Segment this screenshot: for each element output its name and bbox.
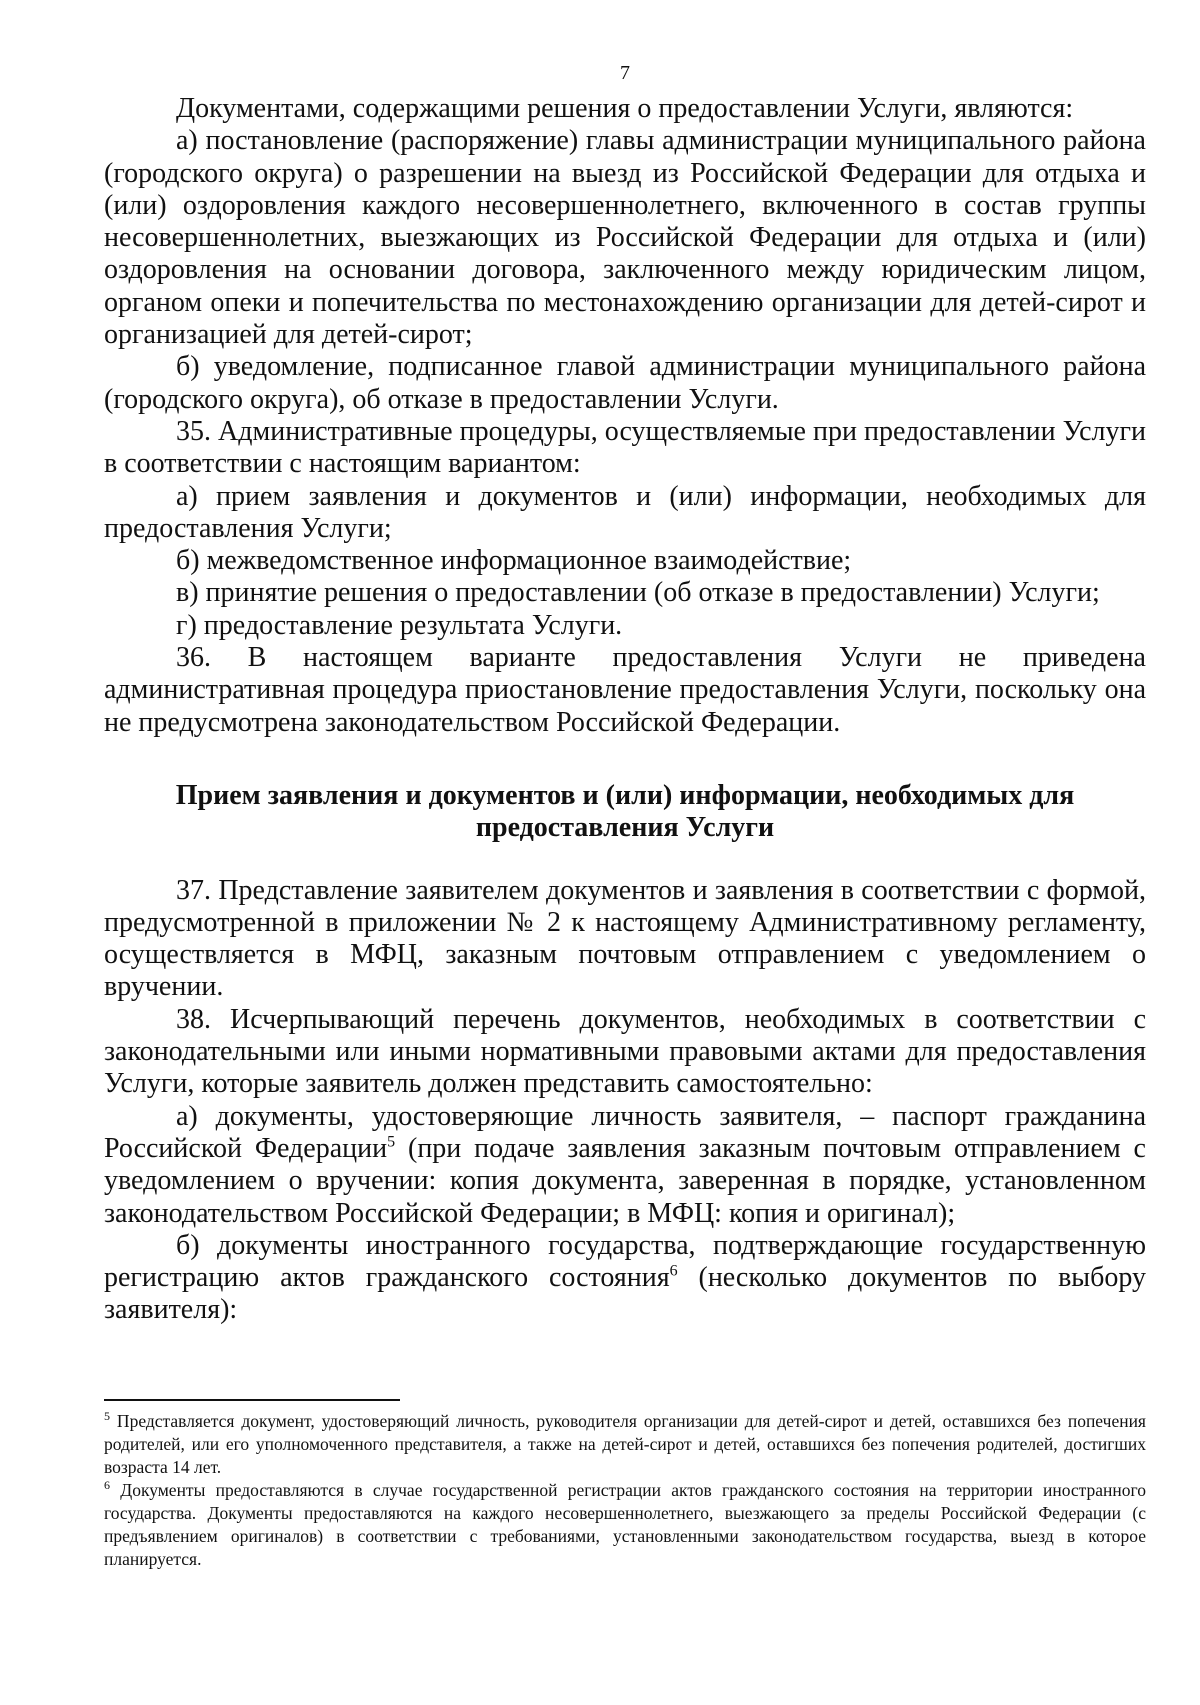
footnote-ref-6[interactable]: 6 bbox=[669, 1262, 678, 1280]
footnote-6 bbox=[104, 1479, 1146, 1571]
page-number: 7 bbox=[620, 62, 630, 84]
paragraph: 36. В настоящем варианте предоставления Услуги не приведена административная процедура приостановление предоставления Услуги, поскольку она не предусмотрена законодательством Российской Федерации. bbox=[104, 642, 1146, 738]
paragraph: а) постановление (распоряжение) главы администрации муниципального района (городского округа) о разрешении на выезд из Российской Федерации для отдыха и (или) оздоровления каждого несовершеннолетнего, включенного в состав группы несовершеннолетних, выезжающих из Российской Федерации для отдыха и (или) оздоровления на основании договора, заключенного между юридическим лицом, органом опеки и попечительства по местонахождению организации для детей-сирот и организацией для детей-сирот; bbox=[104, 125, 1146, 351]
paragraph: Документами, содержащими решения о предоставлении Услуги, являются: bbox=[176, 93, 1074, 124]
paragraph-38: 38. Исчерпывающий перечень документов, необходимых в соответствии с законодательными или иными нормативными правовыми актами для предоставления Услуги, которые заявитель должен представить самостоятельно: bbox=[104, 1003, 1146, 1100]
footnote-5 bbox=[104, 1410, 1146, 1479]
footnote-mark: 6 bbox=[104, 1478, 110, 1493]
paragraph: б) уведомление, подписанное главой администрации муниципального района (городского округа), об отказе в предоставлении Услуги. bbox=[104, 351, 1146, 415]
section-heading-line: предоставления Услуги bbox=[475, 812, 775, 844]
section-body bbox=[104, 875, 1146, 1327]
footnotes bbox=[104, 1399, 1146, 1571]
paragraph-38-a bbox=[104, 1101, 1146, 1230]
footnote-separator bbox=[104, 1399, 400, 1401]
paragraph: г) предоставление результата Услуги. bbox=[176, 609, 623, 641]
paragraph: в) принятие решения о предоставлении (об отказе в предоставлении) Услуги; bbox=[176, 577, 1100, 609]
footnote-text: Представляется документ, удостоверяющий личность, руководителя организации для детей-сирот и детей, оставшихся без попечения родителей, или его уполномоченного представителя, а также на детей-сирот и детей, оставшихся без попечения родителей, достигших возраста 14 лет. bbox=[104, 1411, 1146, 1477]
paragraph-37: 37. Представление заявителем документов и заявления в соответствии с формой, предусмотренной в приложении № 2 к настоящему Административному регламенту, осуществляется в МФЦ, заказным почтовым отправлением с уведомлением о вручении. bbox=[104, 874, 1146, 1003]
footnote-ref-5[interactable]: 5 bbox=[387, 1133, 396, 1151]
section-heading bbox=[104, 780, 1146, 845]
footnote-mark: 5 bbox=[104, 1409, 110, 1424]
paragraph-38-b bbox=[104, 1230, 1146, 1327]
paragraph-text: б) документы иностранного государства, подтверждающие государственную регистрацию актов гражданского состояния bbox=[104, 1229, 1146, 1294]
paragraph: а) прием заявления и документов и (или) информации, необходимых для предоставления Услуги; bbox=[104, 480, 1146, 544]
document-body bbox=[104, 93, 1146, 739]
paragraph-text: (несколько документов по выбору заявителя): bbox=[104, 1262, 1146, 1326]
paragraph-text: а) документы, удостоверяющие личность заявителя, – паспорт гражданина Российской Федерации bbox=[104, 1100, 1146, 1164]
paragraph-text: (при подаче заявления заказным почтовым отправлением с уведомлением о вручении: копия документа, заверенная в порядке, установленном законодательством Российской Федерации; в МФЦ: копия и оригинал); bbox=[104, 1132, 1146, 1229]
paragraph: 35. Административные процедуры, осуществляемые при предоставлении Услуги в соответствии с настоящим вариантом: bbox=[104, 415, 1146, 480]
document-page bbox=[104, 58, 1146, 1327]
footnote-text: Документы предоставляются в случае государственной регистрации актов гражданского состояния на территории иностранного государства. Документы предоставляются на каждого несовершеннолетнего, выезжающего за пределы Российской Федерации (с предъявлением оригиналов) в соответствии с требованиями, установленными законодательством государства, выезд в которое планируется. bbox=[104, 1480, 1146, 1569]
section-heading-line: Прием заявления и документов и (или) информации, необходимых для bbox=[175, 779, 1075, 811]
paragraph: б) межведомственное информационное взаимодействие; bbox=[176, 545, 852, 577]
